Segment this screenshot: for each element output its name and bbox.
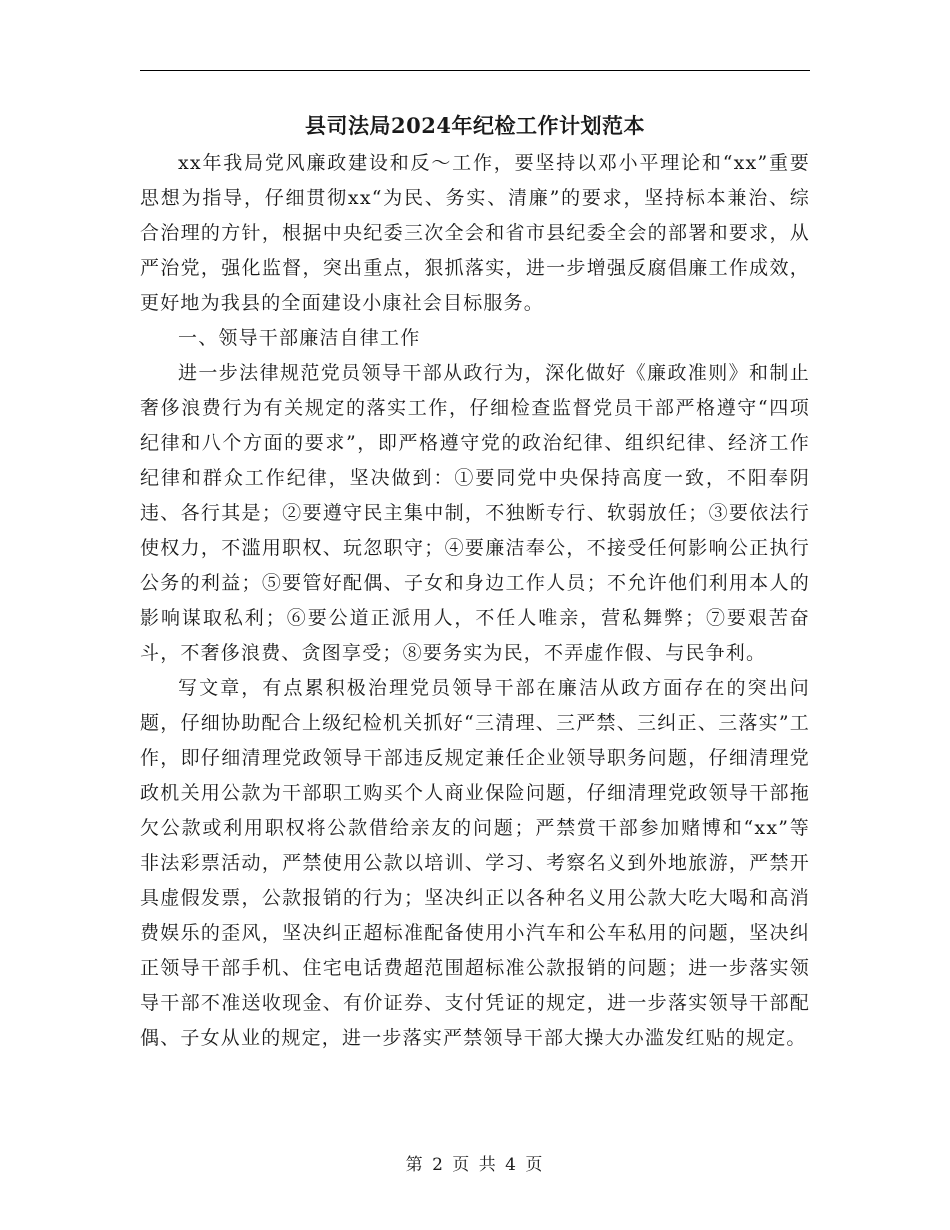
page-number: 第 2 页 共 4 页 <box>405 1155 545 1175</box>
paragraph-intro: xx年我局党风廉政建设和反～工作，要坚持以邓小平理论和“xx”重要思想为指导，仔细贯彻xx“为民、务实、清廉”的要求，坚持标本兼治、综合治理的方针，根据中央纪委三次全会和省市县纪委全会的部署和要求，从严治党，强化监督，突出重点，狠抓落实，进一步增强反腐倡廉工作成效，更好地为我县的全面建设小康社会目标服务。 <box>140 152 810 314</box>
section-heading: 一、领导干部廉洁自律工作 <box>178 327 421 349</box>
document-body <box>140 146 810 1056</box>
paragraph-problem-governance: 写文章，有点累积极治理党员领导干部在廉洁从政方面存在的突出问题，仔细协助配合上级纪检机关抓好“三清理、三严禁、三纠正、三落实”工作，即仔细清理党政领导干部违反规定兼任企业领导职务问题，仔细清理党政机关用公款为干部职工购买个人商业保险问题，仔细清理党政领导干部拖欠公款或利用职权将公款借给亲友的问题；严禁赏干部参加赌博和“xx”等非法彩票活动，严禁使用公款以培训、学习、考察名义到外地旅游，严禁开具虚假发票，公款报销的行为；坚决纠正以各种名义用公款大吃大喝和高消费娱乐的歪风，坚决纠正超标准配备使用小汽车和公车私用的问题，坚决纠正领导干部手机、住宅电话费超范围超标准公款报销的问题；进一步落实领导干部不准送收现金、有价证券、支付凭证的规定，进一步落实领导干部配偶、子女从业的规定，进一步落实严禁领导干部大操大办滥发红贴的规定。 <box>140 677 810 1049</box>
paragraph-self-discipline: 进一步法律规范党员领导干部从政行为，深化做好《廉政准则》和制止奢侈浪费行为有关规定的落实工作，仔细检查监督党员干部严格遵守“四项纪律和八个方面的要求”，即严格遵守党的政治纪律、组织纪律、经济工作纪律和群众工作纪律，坚决做到：①要同党中央保持高度一致，不阳奉阴违、各行其是；②要遵守民主集中制，不独断专行、软弱放任；③要依法行使权力，不滥用职权、玩忽职守；④要廉洁奉公，不接受任何影响公正执行公务的利益；⑤要管好配偶、子女和身边工作人员；不允许他们利用本人的影响谋取私利；⑥要公道正派用人，不任人唯亲，营私舞弊；⑦要艰苦奋斗，不奢侈浪费、贪图享受；⑧要务实为民，不弄虚作假、与民争利。 <box>140 362 810 664</box>
document-title: 县司法局2024年纪检工作计划范本 <box>305 113 645 138</box>
header-rule <box>140 70 810 71</box>
